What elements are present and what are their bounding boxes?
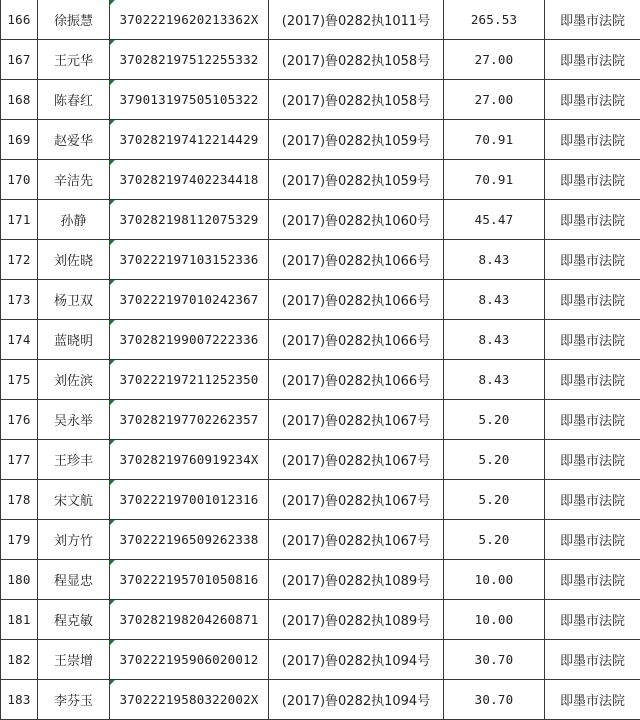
court-cell: 即墨市法院	[545, 280, 640, 320]
cell-comment-marker	[110, 0, 115, 5]
row-number-cell: 173	[1, 280, 38, 320]
cell-comment-marker	[110, 160, 115, 165]
name-cell: 李芬玉	[38, 680, 110, 720]
court-cell: 即墨市法院	[545, 160, 640, 200]
id-number-cell	[110, 680, 269, 720]
id-number-cell	[110, 440, 269, 480]
court-cell: 即墨市法院	[545, 40, 640, 80]
id-number-text: 370282199007222336	[119, 332, 258, 347]
name-cell: 徐振慧	[38, 0, 110, 40]
id-number-text: 370222197010242367	[119, 292, 258, 307]
case-number-cell: (2017)鲁0282执1066号	[269, 280, 444, 320]
id-number-cell	[110, 240, 269, 280]
name-cell: 刘佐滨	[38, 360, 110, 400]
id-number-cell	[110, 400, 269, 440]
id-number-text: 370222196509262338	[119, 532, 258, 547]
name-cell: 蓝晓明	[38, 320, 110, 360]
row-number-cell: 181	[1, 600, 38, 640]
name-cell: 刘方竹	[38, 520, 110, 560]
amount-cell: 5.20	[444, 400, 545, 440]
name-cell: 孙静	[38, 200, 110, 240]
case-number-cell: (2017)鲁0282执1066号	[269, 360, 444, 400]
id-number-text: 370282197702262357	[119, 412, 258, 427]
table-row	[1, 360, 640, 400]
id-number-cell	[110, 360, 269, 400]
court-cell: 即墨市法院	[545, 0, 640, 40]
amount-cell: 5.20	[444, 480, 545, 520]
amount-cell: 10.00	[444, 560, 545, 600]
id-number-cell	[110, 520, 269, 560]
amount-cell: 70.91	[444, 120, 545, 160]
case-number-cell: (2017)鲁0282执1067号	[269, 440, 444, 480]
amount-cell: 10.00	[444, 600, 545, 640]
row-number-cell: 176	[1, 400, 38, 440]
name-cell: 王元华	[38, 40, 110, 80]
name-cell: 辛洁先	[38, 160, 110, 200]
id-number-text: 370282197512255332	[119, 52, 258, 67]
table-row	[1, 80, 640, 120]
id-number-cell	[110, 560, 269, 600]
case-number-cell: (2017)鲁0282执1066号	[269, 240, 444, 280]
table-row	[1, 400, 640, 440]
name-cell: 程显忠	[38, 560, 110, 600]
case-number-cell: (2017)鲁0282执1059号	[269, 160, 444, 200]
court-cell: 即墨市法院	[545, 120, 640, 160]
court-cell: 即墨市法院	[545, 600, 640, 640]
row-number-cell: 177	[1, 440, 38, 480]
cell-comment-marker	[110, 560, 115, 565]
case-number-cell: (2017)鲁0282执1059号	[269, 120, 444, 160]
cell-comment-marker	[110, 240, 115, 245]
name-cell: 宋文航	[38, 480, 110, 520]
name-cell: 吴永举	[38, 400, 110, 440]
amount-cell: 27.00	[444, 80, 545, 120]
amount-cell: 265.53	[444, 0, 545, 40]
row-number-cell: 172	[1, 240, 38, 280]
id-number-cell	[110, 120, 269, 160]
row-number-cell: 171	[1, 200, 38, 240]
case-number-cell: (2017)鲁0282执1058号	[269, 40, 444, 80]
amount-cell: 30.70	[444, 640, 545, 680]
cell-comment-marker	[110, 480, 115, 485]
row-number-cell: 178	[1, 480, 38, 520]
id-number-text: 370282198112075329	[119, 212, 258, 227]
cell-comment-marker	[110, 80, 115, 85]
table-row	[1, 560, 640, 600]
cell-comment-marker	[110, 520, 115, 525]
amount-cell: 8.43	[444, 240, 545, 280]
case-number-cell: (2017)鲁0282执1067号	[269, 480, 444, 520]
cell-comment-marker	[110, 640, 115, 645]
table-row	[1, 600, 640, 640]
amount-cell: 45.47	[444, 200, 545, 240]
cell-comment-marker	[110, 200, 115, 205]
court-cell: 即墨市法院	[545, 520, 640, 560]
id-number-cell	[110, 280, 269, 320]
row-number-cell: 170	[1, 160, 38, 200]
row-number-cell: 168	[1, 80, 38, 120]
cell-comment-marker	[110, 600, 115, 605]
court-cell: 即墨市法院	[545, 360, 640, 400]
name-cell: 王珍丰	[38, 440, 110, 480]
case-number-cell: (2017)鲁0282执1089号	[269, 560, 444, 600]
id-number-text: 370222197001012316	[119, 492, 258, 507]
table-row	[1, 320, 640, 360]
court-cell: 即墨市法院	[545, 480, 640, 520]
table-row	[1, 480, 640, 520]
court-cell: 即墨市法院	[545, 640, 640, 680]
row-number-cell: 180	[1, 560, 38, 600]
table-body	[1, 0, 640, 720]
table-row	[1, 680, 640, 720]
table-row	[1, 200, 640, 240]
row-number-cell: 166	[1, 0, 38, 40]
amount-cell: 30.70	[444, 680, 545, 720]
court-cell: 即墨市法院	[545, 440, 640, 480]
court-cell: 即墨市法院	[545, 320, 640, 360]
cell-comment-marker	[110, 280, 115, 285]
cell-comment-marker	[110, 320, 115, 325]
amount-cell: 8.43	[444, 360, 545, 400]
court-cell: 即墨市法院	[545, 560, 640, 600]
amount-cell: 70.91	[444, 160, 545, 200]
id-number-cell	[110, 40, 269, 80]
name-cell: 陈春红	[38, 80, 110, 120]
case-number-cell: (2017)鲁0282执1060号	[269, 200, 444, 240]
cell-comment-marker	[110, 680, 115, 685]
id-number-cell	[110, 600, 269, 640]
amount-cell: 5.20	[444, 520, 545, 560]
id-number-cell	[110, 480, 269, 520]
table-row	[1, 520, 640, 560]
id-number-text: 370222197211252350	[119, 372, 258, 387]
id-number-cell	[110, 80, 269, 120]
cell-comment-marker	[110, 440, 115, 445]
case-number-cell: (2017)鲁0282执1011号	[269, 0, 444, 40]
case-number-cell: (2017)鲁0282执1089号	[269, 600, 444, 640]
name-cell: 刘佐晓	[38, 240, 110, 280]
table-row	[1, 640, 640, 680]
table-row	[1, 160, 640, 200]
id-number-cell	[110, 0, 269, 40]
row-number-cell: 174	[1, 320, 38, 360]
amount-cell: 27.00	[444, 40, 545, 80]
row-number-cell: 175	[1, 360, 38, 400]
id-number-text: 37022219580322002X	[119, 692, 258, 707]
id-number-text: 370222197103152336	[119, 252, 258, 267]
table-row	[1, 120, 640, 160]
table-row	[1, 40, 640, 80]
court-cell: 即墨市法院	[545, 680, 640, 720]
id-number-text: 370282198204260871	[119, 612, 258, 627]
case-number-cell: (2017)鲁0282执1066号	[269, 320, 444, 360]
case-number-cell: (2017)鲁0282执1058号	[269, 80, 444, 120]
id-number-cell	[110, 160, 269, 200]
amount-cell: 8.43	[444, 280, 545, 320]
cell-comment-marker	[110, 360, 115, 365]
id-number-text: 370282197402234418	[119, 172, 258, 187]
cell-comment-marker	[110, 400, 115, 405]
name-cell: 杨卫双	[38, 280, 110, 320]
case-number-cell: (2017)鲁0282执1067号	[269, 400, 444, 440]
id-number-text: 370282197412214429	[119, 132, 258, 147]
id-number-cell	[110, 640, 269, 680]
table-row	[1, 240, 640, 280]
id-number-cell	[110, 200, 269, 240]
row-number-cell: 167	[1, 40, 38, 80]
table-row	[1, 0, 640, 40]
id-number-cell	[110, 320, 269, 360]
amount-cell: 8.43	[444, 320, 545, 360]
cell-comment-marker	[110, 120, 115, 125]
id-number-text: 37022219620213362X	[119, 12, 258, 27]
name-cell: 程克敏	[38, 600, 110, 640]
amount-cell: 5.20	[444, 440, 545, 480]
case-number-cell: (2017)鲁0282执1094号	[269, 640, 444, 680]
case-number-cell: (2017)鲁0282执1094号	[269, 680, 444, 720]
id-number-text: 37028219760919234X	[119, 452, 258, 467]
court-cell: 即墨市法院	[545, 200, 640, 240]
id-number-text: 379013197505105322	[119, 92, 258, 107]
table-row	[1, 280, 640, 320]
row-number-cell: 182	[1, 640, 38, 680]
id-number-text: 370222195906020012	[119, 652, 258, 667]
name-cell: 赵爱华	[38, 120, 110, 160]
name-cell: 王崇增	[38, 640, 110, 680]
table-row	[1, 440, 640, 480]
court-cell: 即墨市法院	[545, 80, 640, 120]
row-number-cell: 179	[1, 520, 38, 560]
case-number-cell: (2017)鲁0282执1067号	[269, 520, 444, 560]
court-cell: 即墨市法院	[545, 240, 640, 280]
row-number-cell: 183	[1, 680, 38, 720]
row-number-cell: 169	[1, 120, 38, 160]
court-cell: 即墨市法院	[545, 400, 640, 440]
id-number-text: 370222195701050816	[119, 572, 258, 587]
cell-comment-marker	[110, 40, 115, 45]
